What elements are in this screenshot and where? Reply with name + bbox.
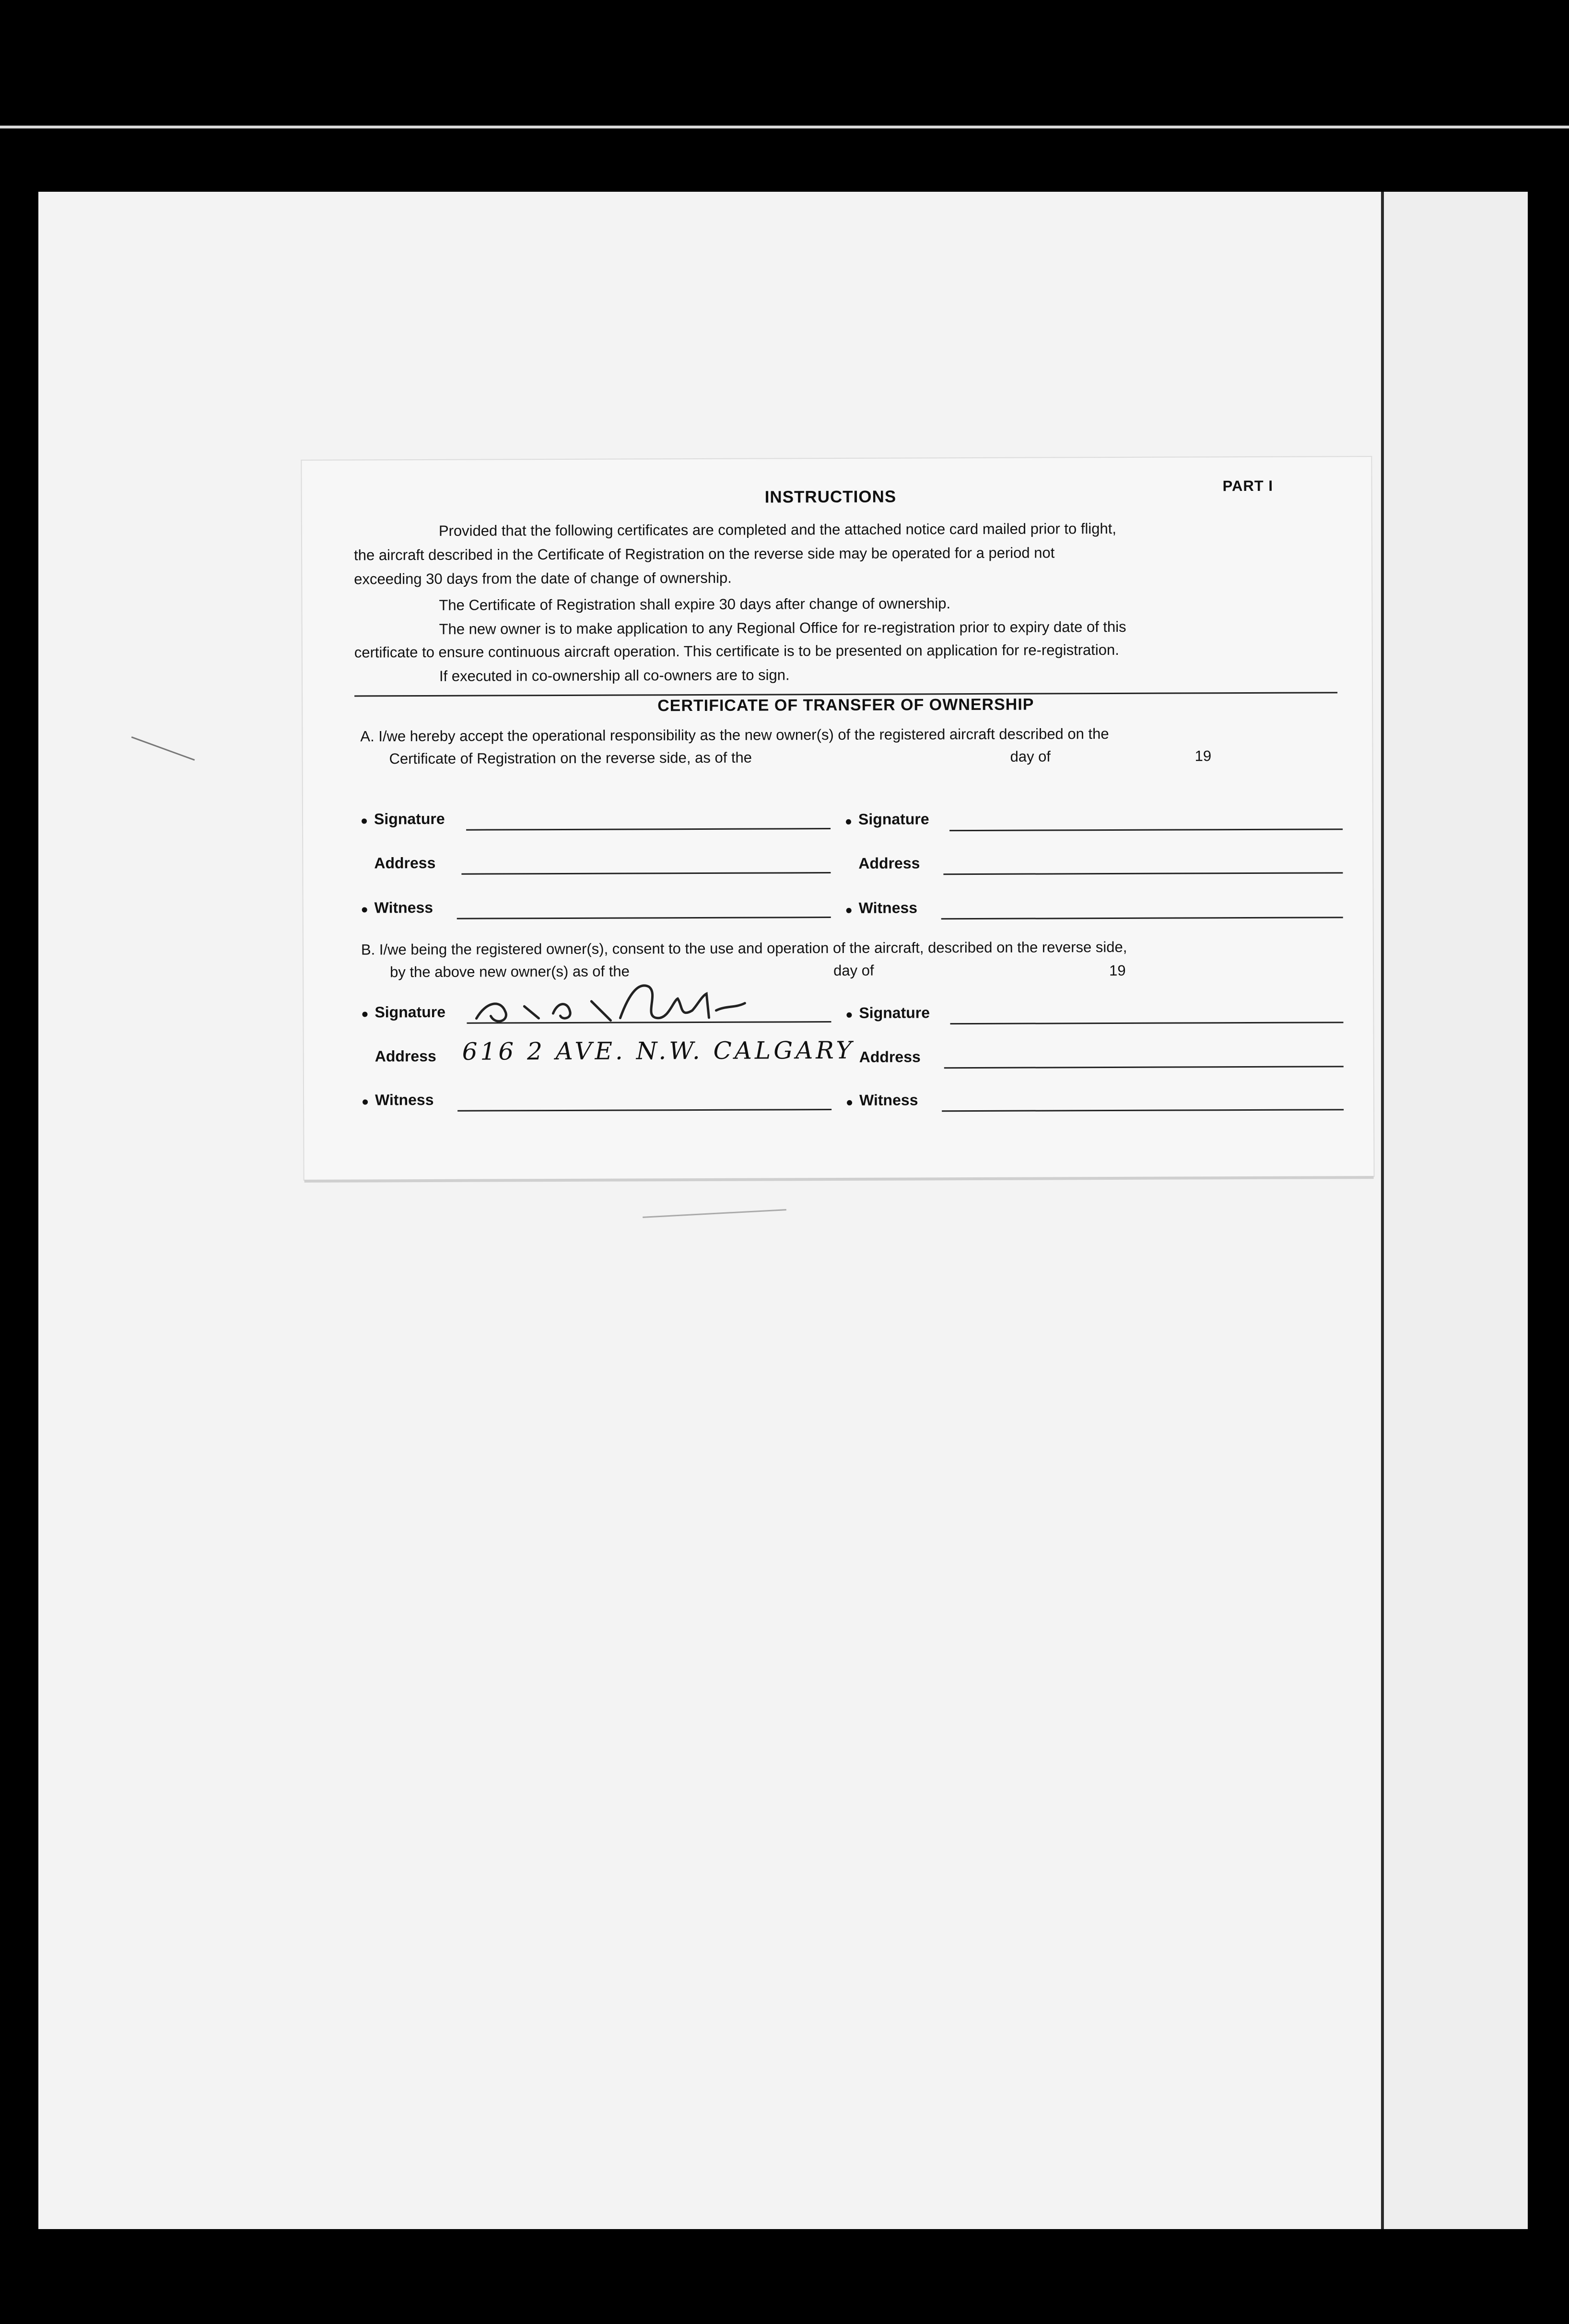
instruction-line: Provided that the following certificates are completed and the attached notice card mailed prior to flight, (438, 520, 1116, 539)
bullet (846, 908, 852, 913)
instruction-line: The Certificate of Registration shall expire 30 days after change of ownership. (439, 595, 951, 614)
address-line (943, 872, 1343, 875)
section-b-year: 19 (1109, 962, 1126, 979)
address-line (461, 872, 831, 875)
handwritten-signature (467, 972, 802, 1030)
address-label: Address (375, 1047, 436, 1065)
instruction-line: exceeding 30 days from the date of change of ownership. (354, 569, 732, 588)
witness-line (942, 1109, 1344, 1112)
instruction-line: certificate to ensure continuous aircraft operation. This certificate is to be presented on application for re-registration. (354, 641, 1119, 661)
instructions-title: INSTRUCTIONS (764, 487, 897, 507)
signature-label: Signature (374, 810, 445, 828)
bullet (362, 818, 367, 824)
signature-label: Signature (375, 1003, 446, 1021)
signature-line (949, 828, 1343, 831)
handwritten-address: 616 2 AVE. N.W. CALGARY (462, 1036, 855, 1066)
signature-line (466, 828, 831, 831)
witness-line (941, 917, 1343, 919)
bullet (847, 1100, 852, 1105)
witness-label: Witness (375, 1091, 434, 1109)
witness-label: Witness (374, 898, 433, 917)
instruction-line: If executed in co-ownership all co-owners are to sign. (439, 666, 790, 685)
witness-label: Witness (858, 899, 918, 917)
section-a-line1: A. I/we hereby accept the operational responsibility as the new owner(s) of the registered aircraft described on the (360, 725, 1109, 745)
part-label: PART I (1222, 477, 1273, 495)
instruction-line: The new owner is to make application to any Regional Office for re-registration prior to expiry date of this (439, 618, 1126, 638)
witness-line (457, 1109, 831, 1112)
section-a-day-of: day of (1010, 748, 1051, 765)
section-b-line2: by the above new owner(s) as of the (390, 963, 630, 981)
bullet (846, 819, 851, 825)
section-b-day-of: day of (833, 962, 874, 979)
witness-line (457, 917, 831, 919)
bullet (362, 907, 367, 912)
section-b-line1: B. I/we being the registered owner(s), consent to the use and operation of the aircraft, described on the reverse side, (361, 938, 1127, 958)
address-line (944, 1066, 1344, 1069)
signature-label: Signature (859, 1004, 930, 1022)
signature-line (950, 1022, 1343, 1024)
address-label: Address (374, 854, 436, 872)
instruction-line: the aircraft described in the Certificate of Registration on the reverse side may be operated for a period not (354, 544, 1055, 564)
signature-label: Signature (858, 810, 929, 828)
witness-label: Witness (859, 1091, 918, 1109)
bullet (362, 1011, 367, 1017)
scan-border-line (0, 126, 1569, 128)
bullet (846, 1012, 852, 1018)
address-label: Address (859, 1048, 921, 1066)
bullet (363, 1099, 368, 1104)
section-a-line2: Certificate of Registration on the reverse side, as of the (389, 749, 752, 767)
section-a-year: 19 (1194, 747, 1212, 765)
underlying-page-edge (1381, 192, 1528, 2229)
section-title: CERTIFICATE OF TRANSFER OF OWNERSHIP (657, 695, 1034, 715)
instruction-card (302, 457, 1373, 1180)
address-label: Address (858, 854, 920, 872)
